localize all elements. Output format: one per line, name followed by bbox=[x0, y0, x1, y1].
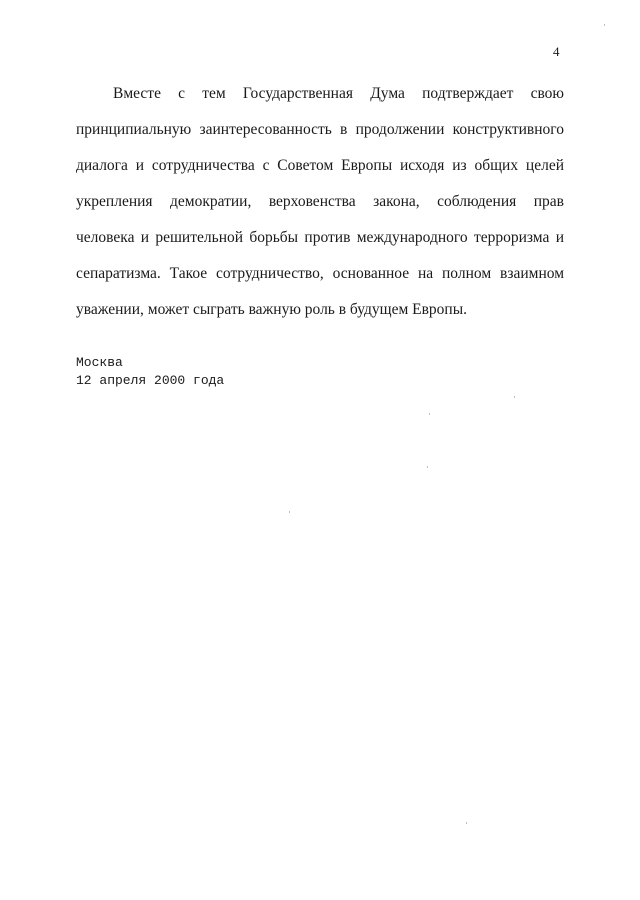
paragraph-line: принципиальную заинтересованность в продолжении конструктивного bbox=[76, 121, 564, 138]
scan-speck bbox=[466, 822, 467, 824]
paragraph-line: уважении, может сыграть важную роль в будущем Европы. bbox=[76, 301, 468, 318]
paragraph-line: диалога и сотрудничества с Советом Европы исходя из общих целей bbox=[76, 157, 564, 174]
page-number: 4 bbox=[553, 44, 560, 59]
paragraph-line: укрепления демократии, верховенства закона, соблюдения прав bbox=[76, 193, 564, 210]
scan-speck bbox=[289, 511, 290, 513]
scan-speck bbox=[604, 24, 605, 26]
paragraph-line: сепаратизма. Такое сотрудничество, основанное на полном взаимном bbox=[76, 265, 564, 282]
place-label: Москва bbox=[76, 355, 123, 370]
scan-speck bbox=[427, 466, 428, 468]
paragraph-line: человека и решительной борьбы против международного терроризма и bbox=[76, 229, 564, 246]
place-and-date bbox=[76, 354, 224, 390]
paragraph-line: Вместе с тем Государственная Дума подтверждает свою bbox=[113, 85, 564, 102]
scan-speck bbox=[429, 413, 430, 415]
scan-speck bbox=[514, 396, 515, 398]
date-label: 12 апреля 2000 года bbox=[76, 373, 225, 388]
